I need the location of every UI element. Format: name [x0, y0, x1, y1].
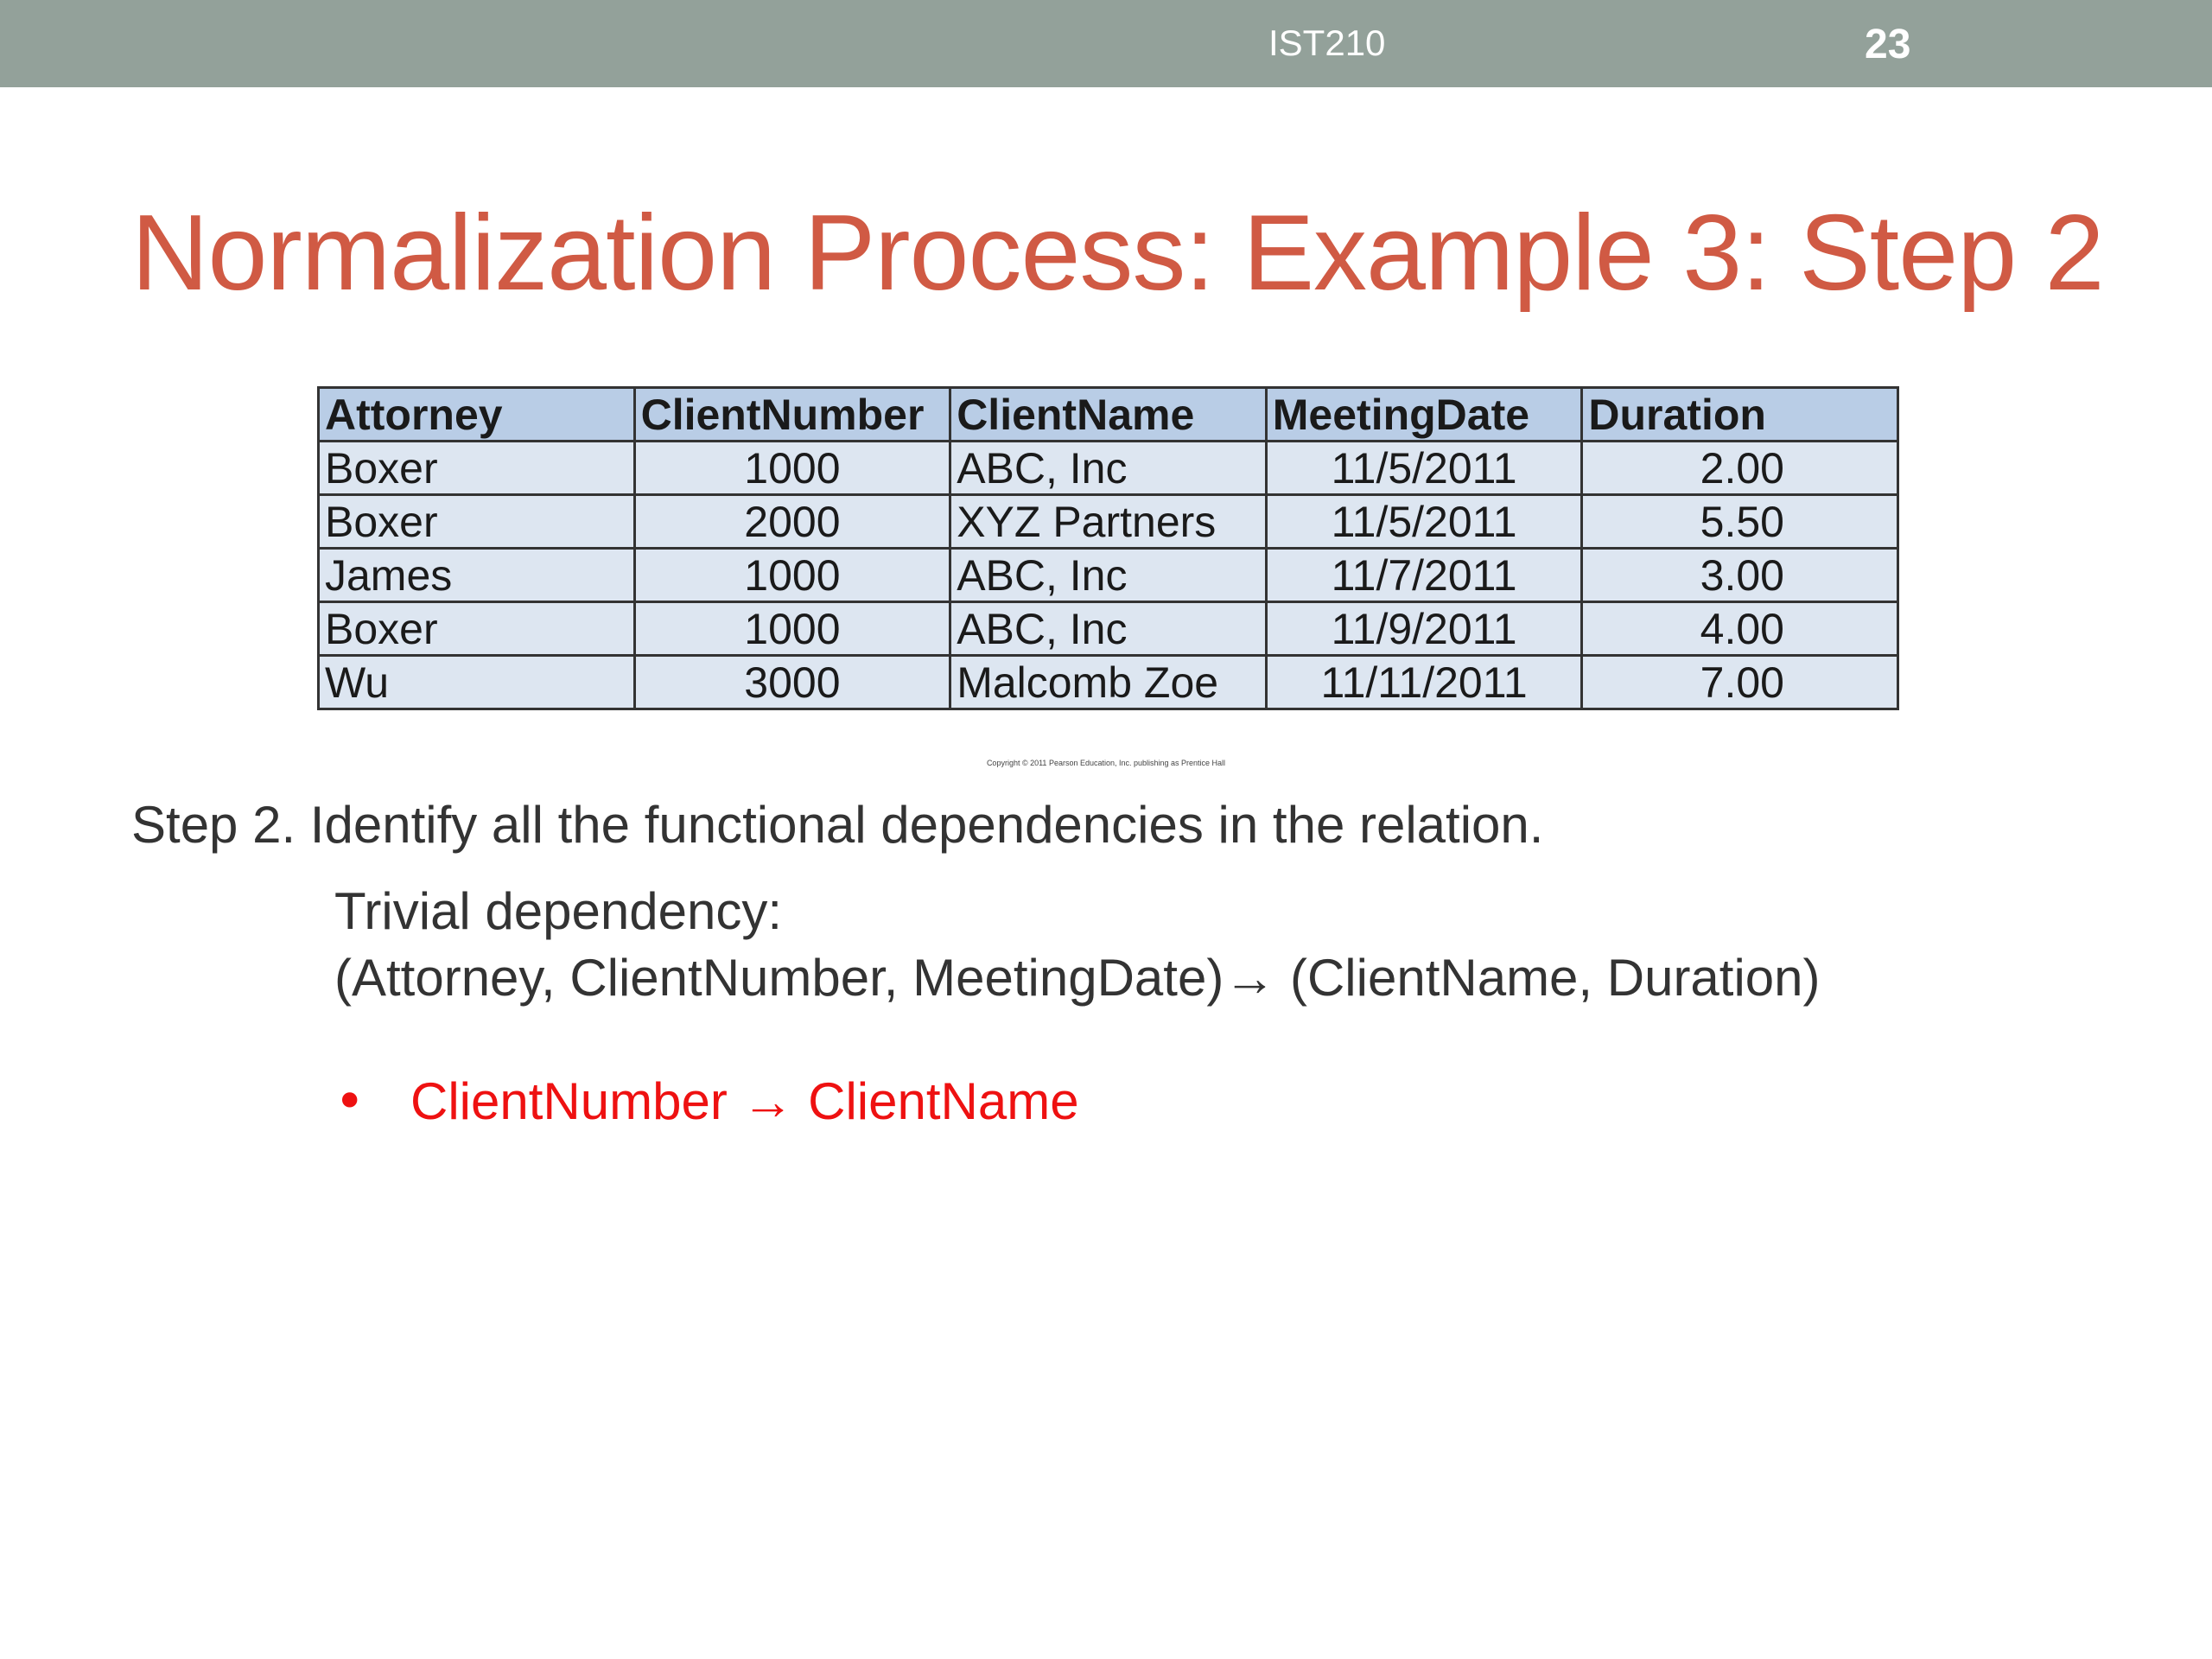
dependency-text: ClientNumber → ClientName: [410, 1072, 1079, 1130]
table-cell: Boxer: [319, 442, 635, 495]
column-header: Duration: [1582, 388, 1898, 442]
copyright-caption: Copyright © 2011 Pearson Education, Inc. publishing as Prentice Hall: [986, 759, 1226, 767]
table-cell: 7.00: [1582, 656, 1898, 709]
table-cell: ABC, Inc: [950, 549, 1267, 602]
course-code: IST210: [1268, 22, 1386, 63]
table-row: [319, 549, 1898, 602]
table-cell: 11/11/2011: [1266, 656, 1582, 709]
table-cell: 4.00: [1582, 602, 1898, 656]
trivial-dependency-label: Trivial dependency:: [334, 882, 783, 940]
table-cell: ABC, Inc: [950, 442, 1267, 495]
table-cell: Wu: [319, 656, 635, 709]
table-cell: 1000: [634, 442, 950, 495]
table-cell: 1000: [634, 602, 950, 656]
relation-table: [317, 386, 1899, 710]
slide-title: Normalization Process: Example 3: Step 2: [131, 194, 2104, 313]
table-row: [319, 656, 1898, 709]
table-cell: Malcomb Zoe: [950, 656, 1267, 709]
table-cell: Boxer: [319, 495, 635, 549]
column-header: ClientNumber: [634, 388, 950, 442]
table-cell: 3.00: [1582, 549, 1898, 602]
table-row: [319, 602, 1898, 656]
column-header: Attorney: [319, 388, 635, 442]
table-cell: 5.50: [1582, 495, 1898, 549]
table-cell: Boxer: [319, 602, 635, 656]
column-header: ClientName: [950, 388, 1267, 442]
table-row: [319, 495, 1898, 549]
list-item: [334, 1071, 1079, 1132]
table-cell: 2000: [634, 495, 950, 549]
table-cell: James: [319, 549, 635, 602]
table-cell: 11/5/2011: [1266, 442, 1582, 495]
bullet-icon: •: [334, 1071, 365, 1132]
table-cell: ABC, Inc: [950, 602, 1267, 656]
table-row: [319, 442, 1898, 495]
table-cell: 1000: [634, 549, 950, 602]
table-cell: XYZ Partners: [950, 495, 1267, 549]
step-text: Step 2. Identify all the functional dependencies in the relation.: [131, 796, 1544, 854]
column-header: MeetingDate: [1266, 388, 1582, 442]
table-cell: 11/7/2011: [1266, 549, 1582, 602]
table-cell: 3000: [634, 656, 950, 709]
table-image: [317, 386, 1899, 710]
table-cell: 11/5/2011: [1266, 495, 1582, 549]
table-cell: 11/9/2011: [1266, 602, 1582, 656]
table-cell: 2.00: [1582, 442, 1898, 495]
table-header-row: [319, 388, 1898, 442]
page-number: 23: [1865, 22, 1911, 67]
top-bar: [0, 0, 2212, 87]
trivial-dependency-expression: (Attorney, ClientNumber, MeetingDate)→ (ClientName, Duration): [334, 949, 1821, 1007]
dependency-list: [334, 1071, 1079, 1132]
